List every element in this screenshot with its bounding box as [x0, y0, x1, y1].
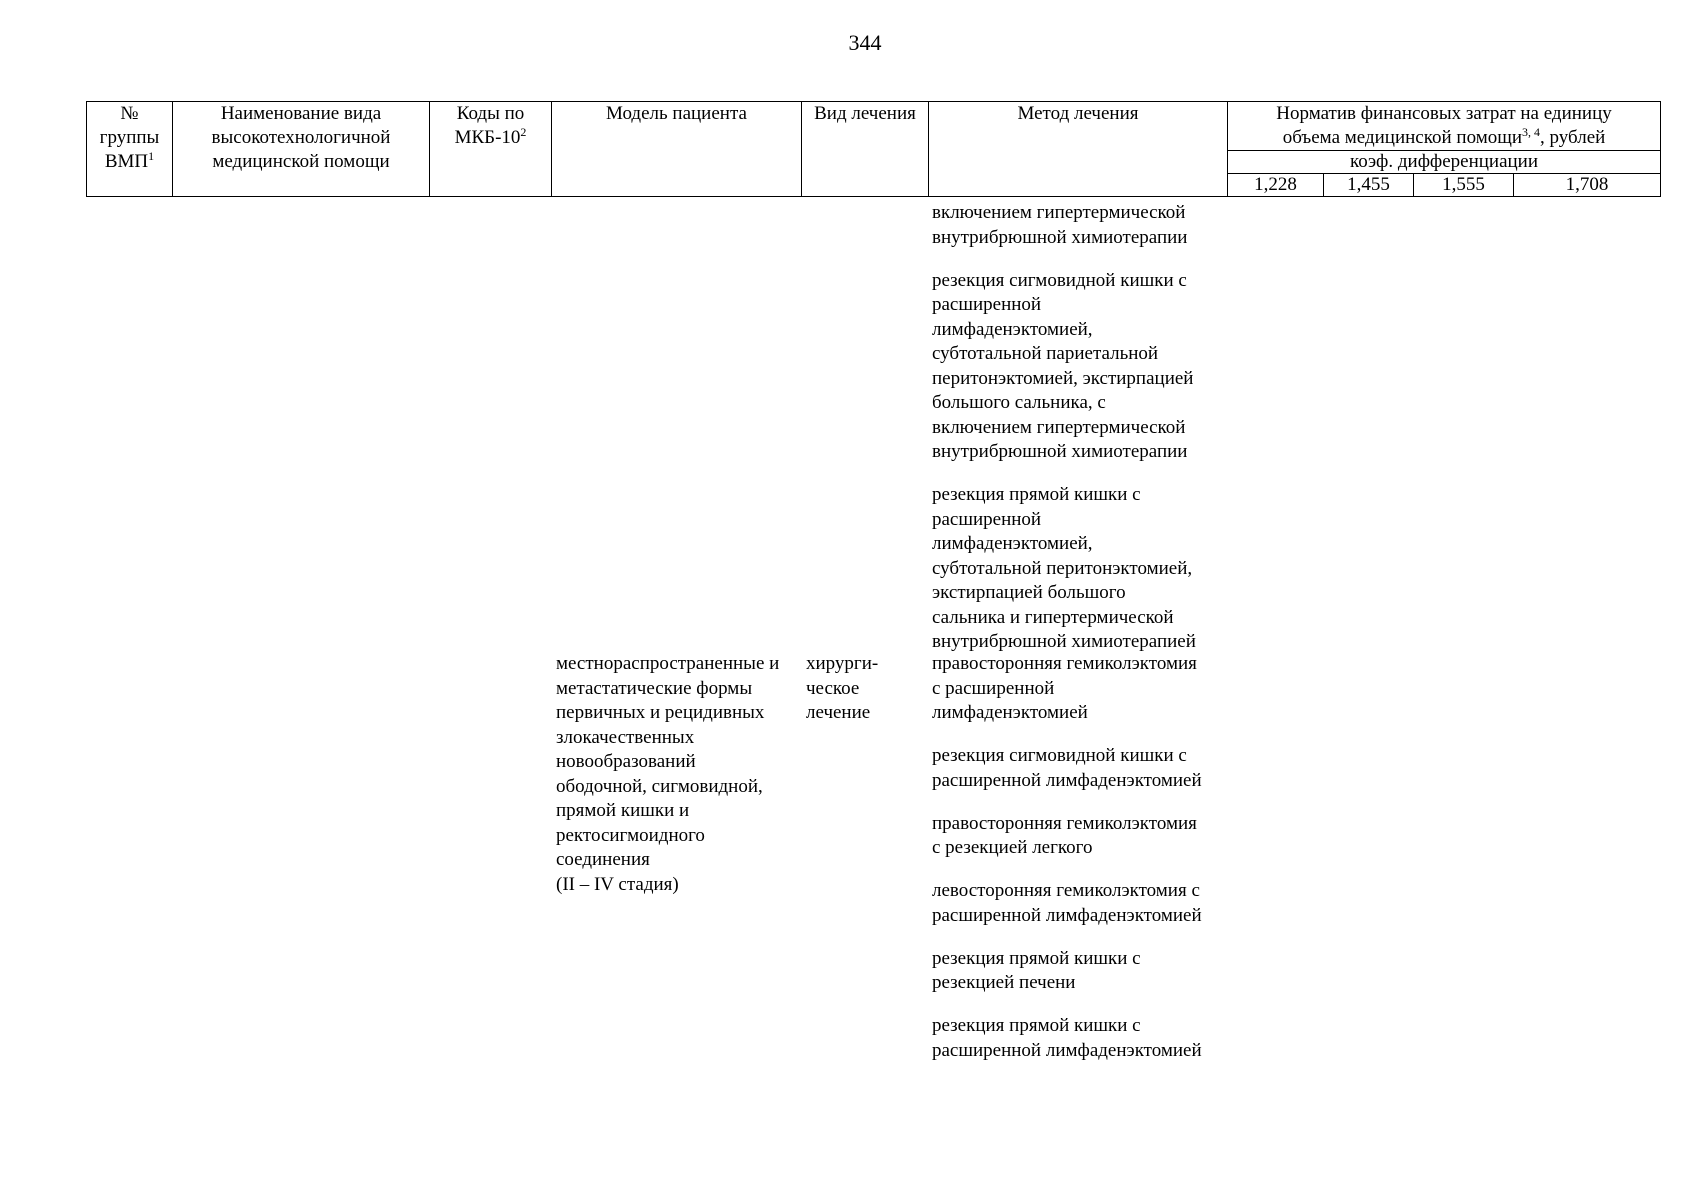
header-coefficient-label: коэф. дифференциации	[1228, 151, 1661, 174]
header-financial-norm-line1: Норматив финансовых затрат на единицу	[1276, 103, 1612, 124]
patient-model-cell: местнораспространенные и метастатические формы первичных и рецидивных злокачественных новообразований ободочной, сигмовидной, прямой кишки и ректосигмоидного соединения (II – IV стадия)	[556, 653, 780, 895]
coefficient-value: 1,555	[1414, 174, 1514, 197]
header-treatment-type: Вид лечения	[802, 102, 929, 197]
header-treatment-method: Метод лечения	[929, 102, 1228, 197]
coefficient-value: 1,708	[1514, 174, 1661, 197]
header-icd-codes-line2: МКБ-10	[454, 127, 521, 148]
footnote-marker: 3, 4	[1522, 125, 1541, 139]
method-item: включением гипертермической внутрибрюшной химиотерапии	[932, 202, 1188, 248]
header-group-number-line2: группы	[99, 127, 160, 148]
method-item: левосторонняя гемиколэктомия с расширенной лимфаденэктомией	[932, 880, 1202, 926]
method-item: резекция прямой кишки с расширенной лимфаденэктомией, субтотальной перитонэктомией, экстирпацией большого сальника и гипертермической внутрибрюшной химиотерапией	[932, 484, 1196, 652]
header-financial-norm-unit: , рублей	[1540, 127, 1606, 148]
method-item: правосторонняя гемиколэктомия с резекцией легкого	[932, 812, 1197, 858]
header-icd-codes	[430, 102, 552, 197]
header-patient-model: Модель пациента	[552, 102, 802, 197]
header-care-type-line2: высокотехнологичной	[211, 127, 391, 148]
method-item: резекция прямой кишки с расширенной лимфаденэктомией	[932, 1015, 1202, 1061]
coefficient-value: 1,228	[1228, 174, 1324, 197]
method-item: резекция сигмовидной кишки с расширенной лимфаденэктомией, субтотальной париетальной перитонэктомией, экстирпацией большого сальника, с включением гипертермической внутрибрюшной химиотерапии	[932, 269, 1194, 462]
header-care-type-line3: медицинской помощи	[212, 151, 390, 172]
footnote-marker: 1	[148, 149, 155, 163]
method-item: правосторонняя гемиколэктомия с расширенной лимфаденэктомией	[932, 653, 1197, 723]
table-header	[86, 101, 1661, 197]
header-icd-codes-line1: Коды по	[456, 103, 525, 124]
header-financial-norm	[1228, 102, 1661, 151]
treatment-methods	[932, 652, 1232, 1082]
method-item: резекция сигмовидной кишки с расширенной лимфаденэктомией	[932, 745, 1202, 791]
continued-methods	[932, 201, 1232, 673]
header-group-number-line3: ВМП	[104, 151, 149, 172]
header-financial-norm-line2: объема медицинской помощи	[1282, 127, 1523, 148]
header-group-number	[87, 102, 173, 197]
header-group-number-line1: №	[120, 103, 139, 124]
method-item: резекция прямой кишки с резекцией печени	[932, 947, 1141, 993]
page-number: 344	[848, 30, 882, 55]
coefficient-value: 1,455	[1324, 174, 1414, 197]
header-care-type-line1: Наименование вида	[220, 103, 382, 124]
footnote-marker: 2	[520, 125, 527, 139]
header-care-type	[173, 102, 430, 197]
treatment-type-cell: хирурги- ческое лечение	[806, 653, 879, 723]
